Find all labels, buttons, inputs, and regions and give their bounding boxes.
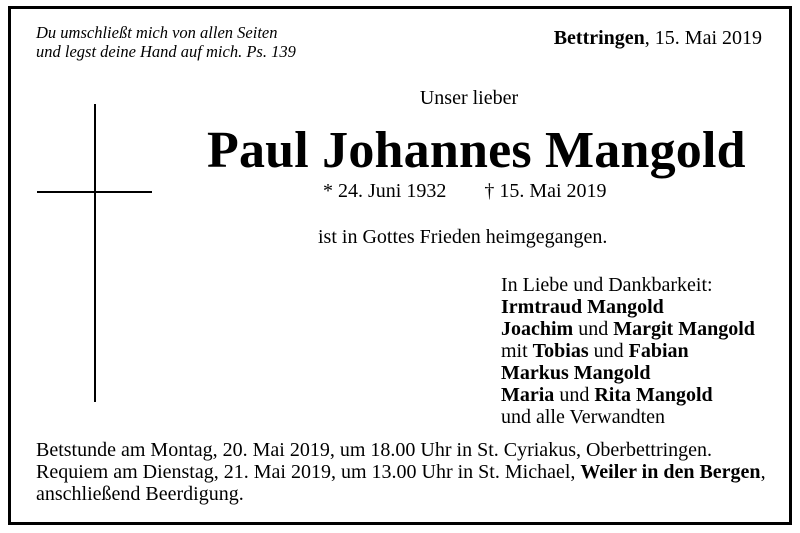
family-intro: In Liebe und Dankbarkeit:	[501, 274, 713, 296]
place-date	[554, 27, 762, 50]
prayer-service: Betstunde am Montag, 20. Mai 2019, um 18.00 Uhr in St. Cyriakus, Oberbettringen.	[36, 439, 713, 461]
cross-icon	[94, 104, 96, 402]
burial-note: anschließend Beerdigung.	[36, 483, 244, 505]
life-dates	[323, 180, 607, 203]
place: Bettringen	[553, 27, 645, 49]
birth-date: * 24. Juni 1932	[323, 180, 447, 202]
family-signature	[501, 274, 755, 428]
verse-line-1: Du umschließt mich von allen Seiten	[36, 23, 278, 42]
service-info	[36, 439, 766, 505]
family-line: Irmtraud Mangold	[501, 296, 664, 318]
death-date: † 15. Mai 2019	[484, 180, 607, 202]
family-line: Maria und Rita Mangold	[501, 384, 713, 406]
intro-text: Unser lieber	[419, 87, 519, 109]
notice-date: , 15. Mai 2019	[644, 27, 762, 49]
verse-line-2: und legst deine Hand auf mich. Ps. 139	[36, 42, 296, 61]
peace-statement: ist in Gottes Frieden heimgegangen.	[318, 226, 608, 248]
bible-verse	[36, 23, 296, 61]
cross-icon-crossbar	[37, 191, 152, 193]
requiem-service: Requiem am Dienstag, 21. Mai 2019, um 13.00 Uhr in St. Michael, Weiler in den Bergen,	[36, 461, 766, 483]
family-line: Joachim und Margit Mangold	[501, 318, 755, 340]
family-line: und alle Verwandten	[501, 406, 666, 428]
family-line: mit Tobias und Fabian	[501, 340, 689, 362]
deceased-name: Paul Johannes Mangold	[207, 122, 746, 179]
family-line: Markus Mangold	[501, 362, 651, 384]
